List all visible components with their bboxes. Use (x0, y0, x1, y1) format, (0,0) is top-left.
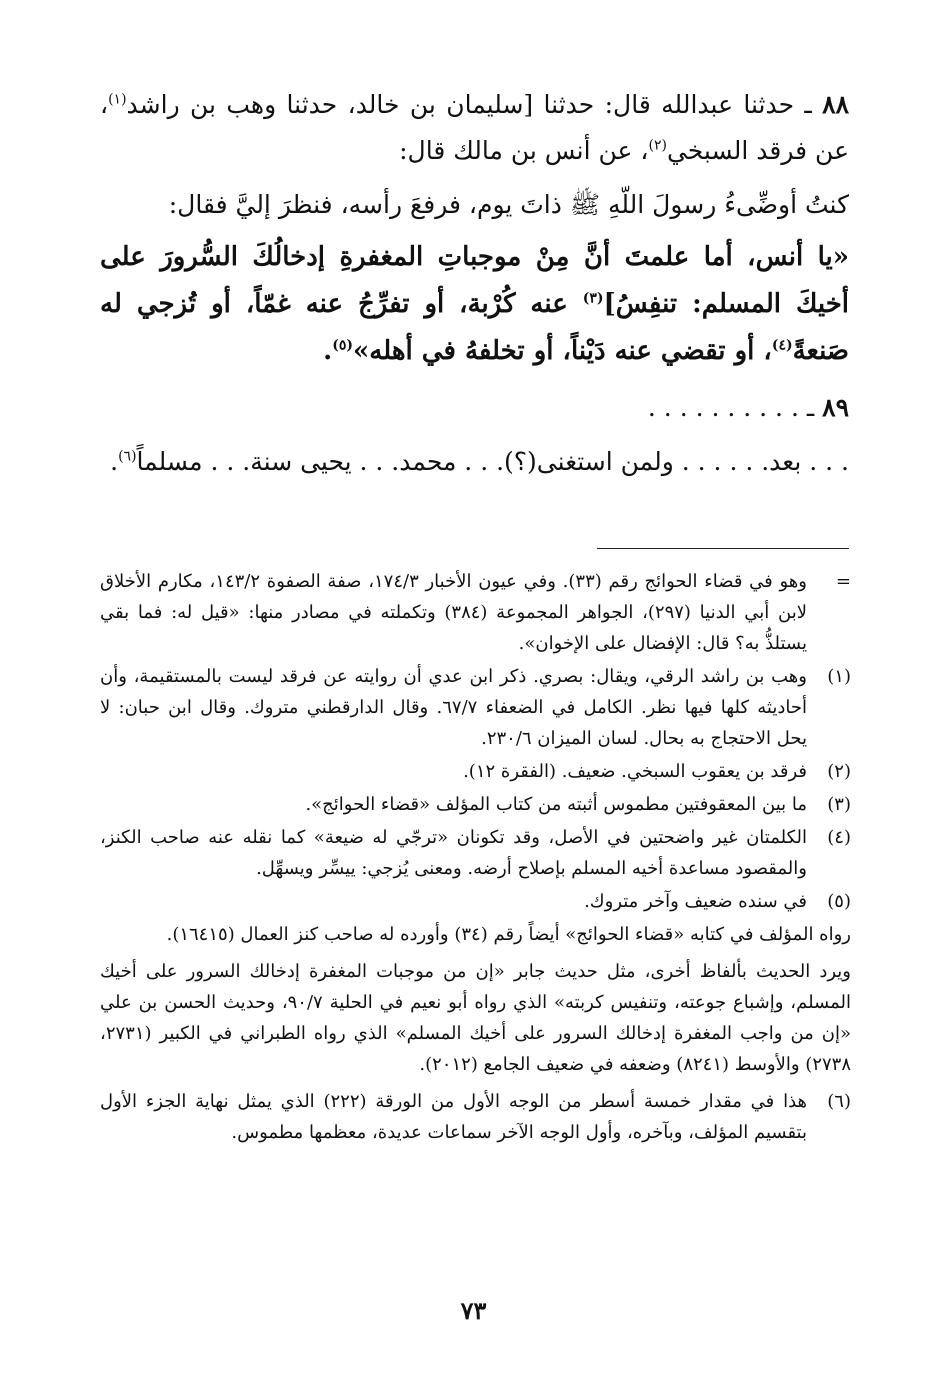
footnote (100, 789, 851, 820)
footnote-mark: (٦) (827, 1091, 851, 1112)
text-segment: . (110, 447, 119, 476)
footnote-mark: (١) (827, 666, 851, 687)
ellipsis-dots: . . . . . . . . . . (647, 393, 799, 422)
footnote-text: الكلمتان غير واضحتين في الأصل، وقد تكونان «ترجّي له ضيعة» كما نقله عنه صاحب الكنز، والمقصود مساعدة أخيه المسلم بإصلاح أرضه. ومعنى يُزجي: ييسِّر ويسهِّل. (100, 827, 807, 879)
footnote-ref[interactable]: (٢) (648, 137, 667, 154)
text-segment: . . . بعد. . . . . . ولمن استغنى(؟). . . محمد. . . يحيى سنة. . . مسلماً (136, 447, 849, 476)
footnote-ref[interactable]: (٦) (118, 448, 137, 465)
footnotes (100, 566, 851, 1150)
footnote-text: هذا في مقدار خمسة أسطر من الوجه الأول من الورقة (٢٢٢) الذي يمثل نهاية الجزء الأول بتقسيم المؤلف، وبآخره، وأول الوجه الآخر سماعات عديدة، معظمها مطموس. (100, 1091, 808, 1143)
footnote-ref[interactable]: (٤) (771, 337, 793, 354)
quote-lead: كنتُ أوضِّىءُ رسولَ اللّهِ ﷺ ذاتَ يوم، فرفعَ رأسه، فنظرَ إليَّ فقال: (168, 190, 849, 219)
footnote (100, 886, 851, 917)
footnote (100, 661, 851, 754)
text-segment: «يا أنس، أما علمتَ أنَّ مِنْ موجباتِ المغفرةِ إدخالُكَ السُّرورَ على أخيكَ المسلم: تنفِسُ] (100, 242, 849, 319)
footnote-separator (597, 548, 849, 549)
footnote (100, 1086, 851, 1148)
footnote-ref[interactable]: (٣) (582, 290, 604, 307)
text-segment: عنه كُرْبة، أو تفرِّجُ عنه غمّاً، أو تُزجي له صَنعةً (100, 289, 849, 366)
text-segment: ـ (806, 393, 823, 422)
text-segment: ، عن فرقد السبخي (100, 90, 849, 165)
footnote-text: فرقد بن يعقوب السبخي. ضعيف. (الفقرة ١٢). (463, 761, 807, 782)
footnote-ref[interactable]: (١) (108, 91, 127, 108)
footnote (100, 822, 851, 884)
text-segment: ، عن أنس بن مالك قال: (399, 136, 649, 165)
fragment-text (100, 439, 849, 485)
footnote-mark: (٤) (827, 827, 851, 848)
footnote-continuation: رواه المؤلف في كتابه «قضاء الحوائج» أيضاً رقم (٣٤) وأورده له صاحب كنز العمال (١٦٤١٥). (166, 924, 851, 945)
footnote-continuation: ويرد الحديث بألفاظ أخرى، مثل حديث جابر «إن من موجبات المغفرة إدخالك السرور على أخيك المسلم، وإشباع جوعته، وتنفيس كربته» الذي رواه أبو نعيم في الحلية ٩٠/٧، وحديث الحسن بن علي «إن من واجب المغفرة إدخالك السرور على أخيك المسلم» الذي رواه الطبراني في الكبير (٢٧٣١، ٢٧٣٨) والأوسط (٨٢٤١) وضعفه في ضعيف الجامع (٢٠١٢). (100, 961, 851, 1075)
hadith-text (100, 234, 849, 375)
footnote (100, 566, 851, 659)
text-segment: ، أو تقضي عنه دَيْناً، أو تخلفهُ في أهله» (353, 336, 772, 366)
footnote-text: ما بين المعقوفتين مطموس أثبته من كتاب المؤلف «قضاء الحوائج». (305, 794, 807, 815)
text-segment: . (323, 336, 333, 366)
footnote-mark: = (835, 571, 851, 592)
text-segment: ـ حدثنا عبدالله قال: حدثنا [سليمان بن خالد، حدثنا وهب بن راشد (126, 90, 823, 119)
paragraph-89 (100, 385, 849, 431)
footnote-ref[interactable]: (٥) (332, 337, 354, 354)
hadith-number: ٨٩ (822, 393, 849, 422)
footnote-mark: (٢) (827, 761, 851, 782)
footnote-mark: (٥) (827, 891, 851, 912)
footnote (100, 756, 851, 787)
footnote-text: في سنده ضعيف وآخر متروك. (584, 891, 807, 912)
footnote-text: وهو في قضاء الحوائج رقم (٣٣). وفي عيون الأخبار ١٧٤/٣، صفة الصفوة ١٤٣/٢، مكارم الأخلاق لابن أبي الدنيا (٢٩٧)، الجواهر المجموعة (٣٨٤) وتكملته في مصادر منها: «قيل له: فما بقي يستلذُّ به؟ قال: الإفضال على الإخوان». (100, 571, 807, 654)
hadith-number: ٨٨ (822, 90, 849, 119)
footnote-text: وهب بن راشد الرقي، ويقال: بصري. ذكر ابن عدي أن روايته عن فرقد ليست بالمستقيمة، وأن أحاديثه كلها فيها نظر. الكامل في الضعفاء ٦٧/٧. وقال الدارقطني متروك. وقال ابن حبان: لا يحل الاحتجاج به بحال. لسان الميزان ٢٣٠/٦. (100, 666, 808, 749)
main-text (100, 82, 849, 485)
paragraph-88 (100, 82, 849, 174)
page-number: ٧٣ (460, 1296, 487, 1325)
footnote-mark: (٣) (827, 794, 851, 815)
